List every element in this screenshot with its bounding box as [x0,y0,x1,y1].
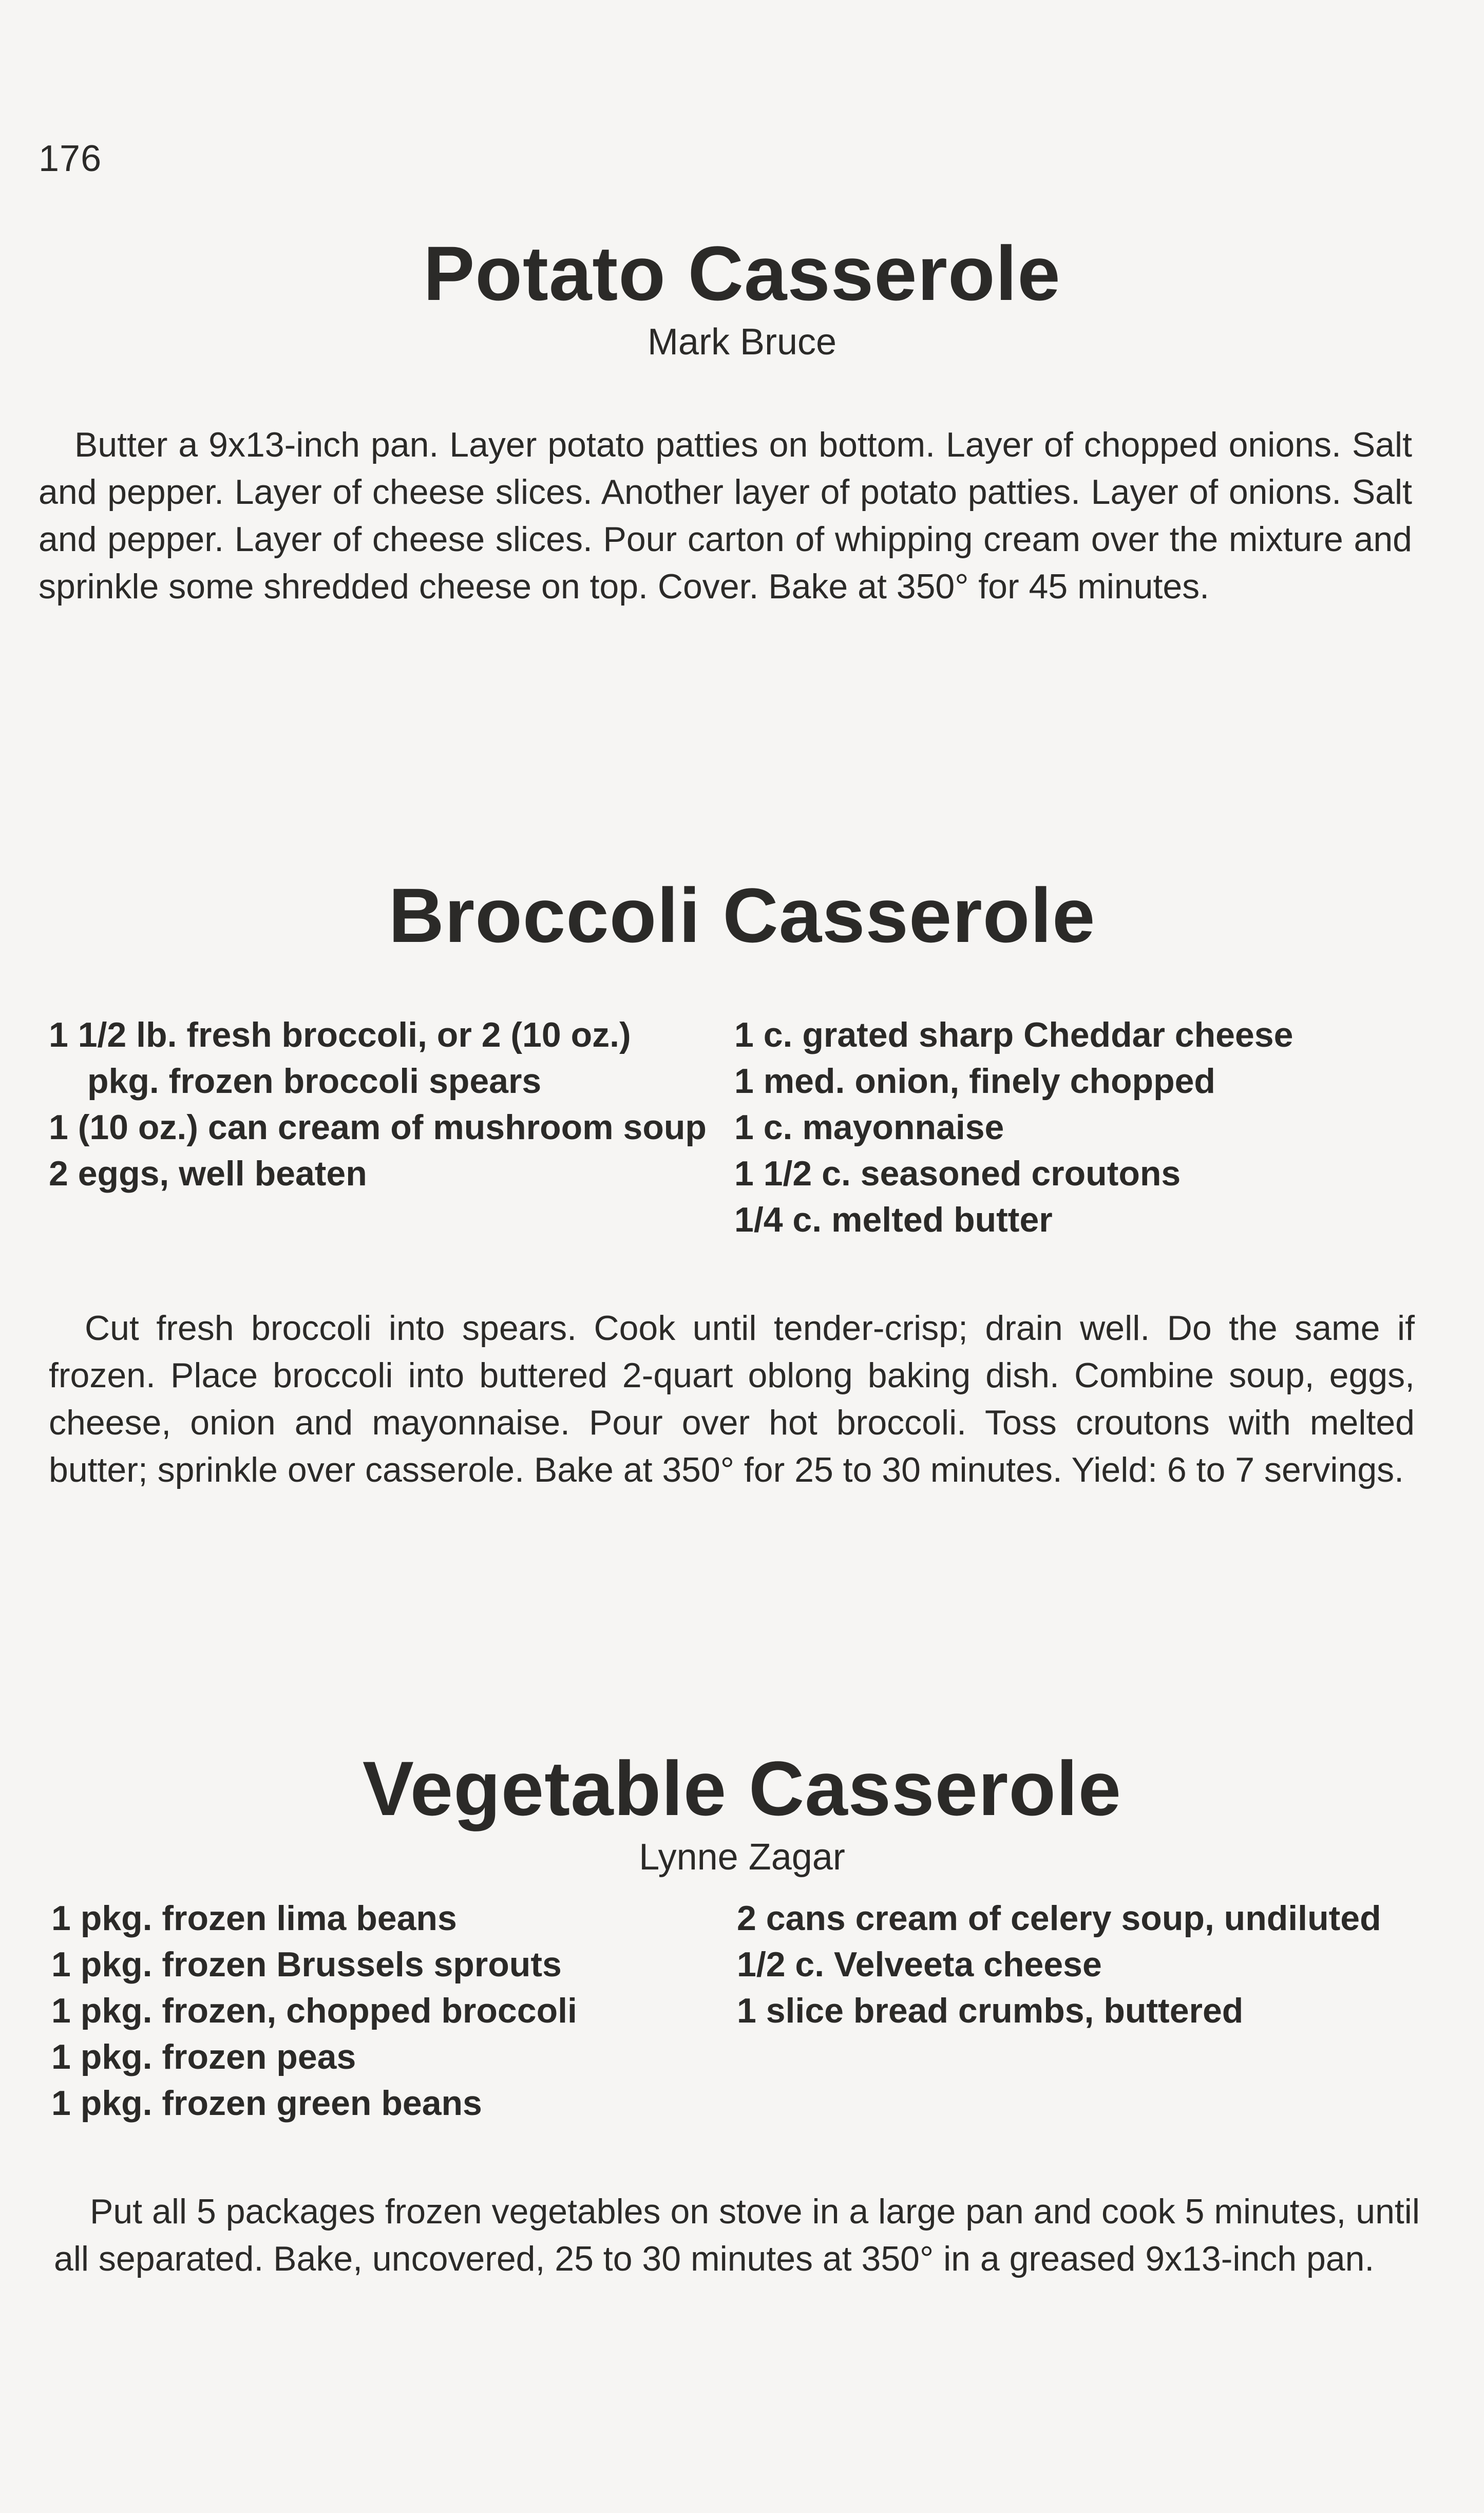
ingredient-item: 2 eggs, well beaten [49,1154,367,1193]
recipe-instructions: Cut fresh broccoli into spears. Cook until tender-crisp; drain well. Do the same if frozen. Place broccoli into buttered 2-quart oblong baking dish. Combine soup, eggs, cheese, onion and mayonnaise. Pour over hot broccoli. Toss croutons with melted butter; sprinkle over casserole. Bake at 350° for 25 to 30 minutes. Yield: 6 to 7 servings. [49,1309,1415,1489]
recipe-title: Potato Casserole [423,230,1061,316]
ingredients-right-column [734,1012,1443,1243]
ingredient-item: 1 pkg. frozen green beans [51,2084,482,2123]
recipe-potato-casserole [0,230,1484,606]
ingredient-item: 1 1/2 c. seasoned croutons [734,1154,1181,1193]
page-number: 176 [39,138,102,179]
ingredient-item: 1 med. onion, finely chopped [734,1062,1215,1101]
ingredient-item: 1 pkg. frozen, chopped broccoli [51,1991,577,2030]
recipe-title: Vegetable Casserole [362,1745,1122,1831]
ingredient-item: 1/4 c. melted butter [734,1200,1053,1239]
recipe-title: Broccoli Casserole [388,872,1096,958]
ingredient-item: 1 pkg. frozen peas [51,2037,356,2076]
ingredient-item: 1 1/2 lb. fresh broccoli, or 2 (10 oz.) pkg. frozen broccoli spears [49,1015,631,1101]
ingredient-item: 1 c. grated sharp Cheddar cheese [734,1015,1293,1054]
ingredients-right-column [737,1895,1404,2034]
recipe-instructions: Butter a 9x13-inch pan. Layer potato patties on bottom. Layer of chopped onions. Salt and pepper. Layer of cheese slices. Another layer of potato patties. Layer of onions. Salt and pepper. Layer of cheese slices. Pour carton of whipping cream over the mixture and sprinkle some shredded cheese on top. Cover. Bake at 350° for 45 minutes. [39,425,1412,606]
recipe-instructions: Put all 5 packages frozen vegetables on stove in a large pan and cook 5 minutes, until all separated. Bake, uncovered, 25 to 30 minutes at 350° in a greased 9x13-inch pan. [54,2192,1420,2278]
ingredients-left-column [51,1895,719,2126]
recipe-author: Lynne Zagar [639,1837,845,1878]
ingredient-item: 1 pkg. frozen lima beans [51,1899,457,1938]
ingredient-item: 1 (10 oz.) can cream of mushroom soup [49,1108,707,1147]
ingredient-item: 2 cans cream of celery soup, undiluted [737,1899,1381,1938]
ingredient-item: 1 pkg. frozen Brussels sprouts [51,1945,562,1984]
ingredient-item: 1/2 c. Velveeta cheese [737,1945,1102,1984]
ingredient-item: 1 slice bread crumbs, buttered [737,1991,1244,2030]
recipe-broccoli-casserole [0,872,1484,1489]
ingredients-left-column [49,1012,711,1197]
ingredient-item: 1 c. mayonnaise [734,1108,1004,1147]
recipe-author: Mark Bruce [647,322,837,363]
recipe-vegetable-casserole [0,1745,1484,2278]
